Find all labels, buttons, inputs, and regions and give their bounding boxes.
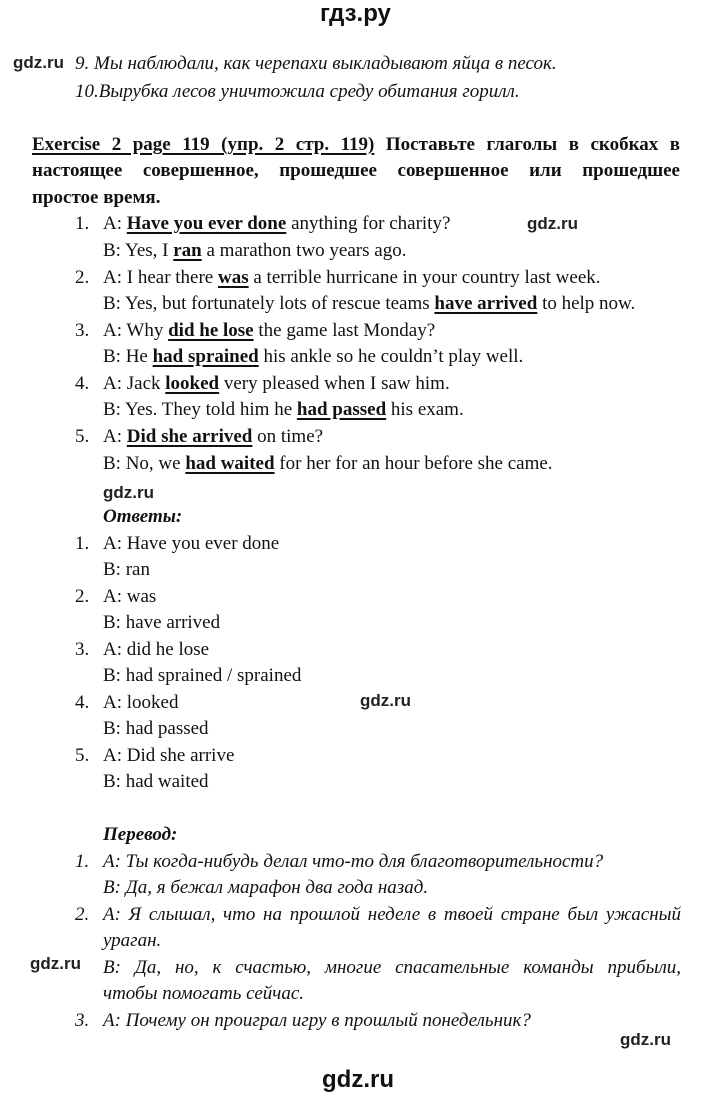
watermark: gdz.ru: [360, 691, 411, 710]
line-text: A:: [103, 213, 127, 234]
exercise-item-number: 1.: [75, 213, 90, 234]
line-text: anything for charity?: [286, 213, 451, 234]
answer-line-a: A: looked: [103, 692, 179, 713]
translation-line: А: Я слышал, что на прошлой неделе в твоей стране был ужасный: [103, 904, 681, 925]
line-text: B: Yes, I: [103, 240, 174, 261]
exercise-line-b: [103, 400, 464, 419]
line-text: A: I hear there: [103, 267, 218, 288]
line-text: his exam.: [386, 399, 464, 420]
answer-line-b: B: ran: [103, 559, 150, 580]
answer-underlined: had waited: [185, 453, 275, 474]
exercise-item-number: 3.: [75, 320, 90, 341]
prev-item-number: 9.: [75, 53, 90, 74]
answer-line-a: A: Did she arrive: [103, 745, 235, 766]
exercise-heading-link[interactable]: Exercise 2 page 119 (упр. 2 стр. 119): [32, 134, 375, 155]
answer-underlined: Have you ever done: [126, 213, 287, 234]
exercise-line-b: [103, 241, 406, 260]
answer-number: 4.: [75, 692, 90, 713]
watermark: gdz.ru: [527, 214, 578, 233]
exercise-instruction-line3: простое время.: [32, 187, 161, 208]
answer-underlined: looked: [165, 373, 220, 394]
line-text: a terrible hurricane in your country last week.: [248, 267, 601, 288]
footer-site-url[interactable]: gdz.ru: [322, 1066, 394, 1093]
answer-underlined: did he lose: [168, 320, 254, 341]
translation-line: А: Ты когда-нибудь делал что-то для благотворительности?: [103, 851, 604, 872]
answers-title: Ответы:: [103, 506, 183, 527]
answer-line-b: B: have arrived: [103, 612, 221, 633]
exercise-instruction-line2: настоящее совершенное, прошедшее совершенное или прошедшее: [32, 160, 680, 181]
answer-line-b: B: had sprained / sprained: [103, 665, 302, 686]
line-text: his ankle so he couldn’t play well.: [258, 346, 524, 367]
line-text: B: Yes, but fortunately lots of rescue teams: [103, 293, 435, 314]
answer-line-a: A: did he lose: [103, 639, 210, 660]
prev-item-9: [75, 54, 557, 73]
line-text: very pleased when I saw him.: [219, 373, 450, 394]
prev-item-text: Вырубка лесов уничтожила среду обитания горилл.: [98, 81, 520, 102]
exercise-line-a: [103, 321, 435, 340]
exercise-line-a: [103, 214, 450, 233]
exercise-item-number: 5.: [75, 426, 90, 447]
answer-line-a: A: Have you ever done: [103, 533, 280, 554]
translation-number: 2.: [75, 904, 90, 925]
translation-line: чтобы помогать сейчас.: [103, 983, 305, 1004]
answer-underlined: Did she arrived: [126, 426, 253, 447]
translation-line: В: Да, но, к счастью, многие спасательные команды прибыли,: [103, 957, 681, 978]
translation-number: 3.: [75, 1010, 90, 1031]
answer-number: 5.: [75, 745, 90, 766]
answer-underlined: have arrived: [434, 293, 538, 314]
line-text: to help now.: [537, 293, 636, 314]
line-text: A:: [103, 426, 127, 447]
answer-line-b: B: had waited: [103, 771, 209, 792]
line-text: B: No, we: [103, 453, 186, 474]
watermark: gdz.ru: [30, 954, 81, 973]
translation-line: А: Почему он проиграл игру в прошлый понедельник?: [103, 1010, 531, 1031]
line-text: B: Yes. They told him he: [103, 399, 297, 420]
line-text: the game last Monday?: [253, 320, 436, 341]
exercise-line-a: [103, 427, 323, 446]
exercise-line-b: [103, 294, 635, 313]
answer-underlined: was: [218, 267, 249, 288]
line-text: A: Jack: [103, 373, 166, 394]
answer-number: 1.: [75, 533, 90, 554]
line-text: a marathon two years ago.: [201, 240, 407, 261]
prev-item-text: Мы наблюдали, как черепахи выкладывают яйца в песок.: [94, 53, 557, 74]
exercise-instruction-part1: Поставьте глаголы в скобках в: [385, 134, 681, 155]
translation-title: Перевод:: [103, 824, 178, 845]
exercise-line-a: [103, 374, 450, 393]
answer-line-a: A: was: [103, 586, 157, 607]
line-text: on time?: [252, 426, 324, 447]
watermark: gdz.ru: [103, 483, 154, 502]
line-text: B: He: [103, 346, 153, 367]
exercise-line-a: [103, 268, 601, 287]
prev-item-number: 10.: [75, 81, 99, 102]
site-title: гдз.ру: [320, 0, 391, 27]
exercise-item-number: 4.: [75, 373, 90, 394]
watermark: gdz.ru: [620, 1030, 671, 1049]
line-text: for her for an hour before she came.: [274, 453, 553, 474]
answer-underlined: had passed: [296, 399, 387, 420]
exercise-heading-line1: [32, 135, 680, 154]
answer-line-b: B: had passed: [103, 718, 209, 739]
watermark: gdz.ru: [13, 53, 64, 72]
prev-item-10: [75, 82, 520, 101]
answer-underlined: ran: [173, 240, 202, 261]
exercise-line-b: [103, 454, 553, 473]
translation-line: ураган.: [103, 930, 162, 951]
answer-number: 2.: [75, 586, 90, 607]
translation-line: В: Да, я бежал марафон два года назад.: [103, 877, 429, 898]
answer-underlined: had sprained: [152, 346, 259, 367]
exercise-item-number: 2.: [75, 267, 90, 288]
answer-number: 3.: [75, 639, 90, 660]
line-text: A: Why: [103, 320, 169, 341]
exercise-line-b: [103, 347, 523, 366]
translation-number: 1.: [75, 851, 90, 872]
